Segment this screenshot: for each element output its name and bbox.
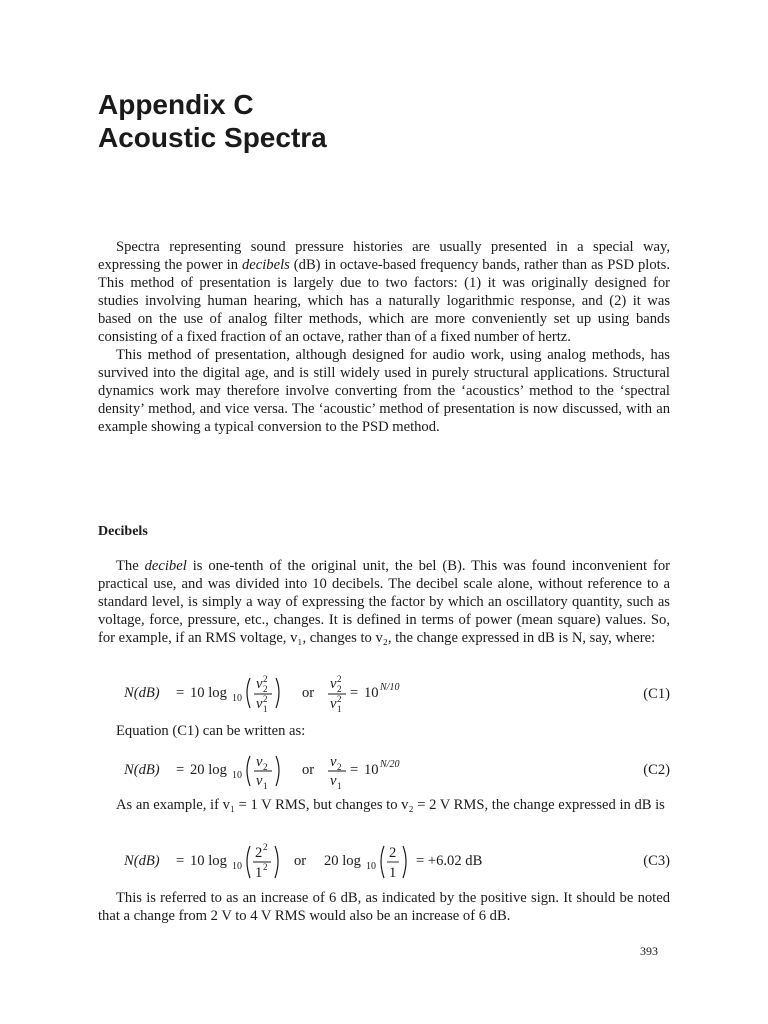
c3-num: 2 <box>255 845 263 861</box>
svg-text:1: 1 <box>263 781 268 791</box>
svg-text:=: = <box>350 762 359 778</box>
chapter-title <box>98 88 327 154</box>
svg-text:10 log: 10 log <box>190 853 227 869</box>
svg-text:2: 2 <box>263 842 268 852</box>
svg-text:v: v <box>330 754 337 770</box>
c1-num-sup: 2 <box>263 674 268 684</box>
title-line-2: Acoustic Spectra <box>98 122 327 153</box>
svg-text:2: 2 <box>337 674 342 684</box>
svg-text:10: 10 <box>366 861 376 872</box>
equation-c3-math <box>124 838 604 884</box>
title-line-1: Appendix C <box>98 89 254 120</box>
c1-equals: = <box>176 685 185 701</box>
c3-result: = +6.02 dB <box>416 853 483 869</box>
page-number: 393 <box>640 944 658 958</box>
equation-c1-math <box>124 670 604 714</box>
c1-num: v <box>256 676 263 692</box>
svg-text:=: = <box>176 762 185 778</box>
c3-coef2: 20 log <box>324 853 361 869</box>
c1-den: v <box>256 696 263 712</box>
c2-lhs: N(dB) <box>124 762 160 778</box>
svg-text:or: or <box>294 853 307 869</box>
svg-text:10: 10 <box>232 770 242 781</box>
c1-coef: 10 log <box>190 685 227 701</box>
c1-den-sup: 2 <box>263 694 268 704</box>
svg-text:=: = <box>350 685 359 701</box>
svg-text:10: 10 <box>232 861 242 872</box>
c2-num: v <box>256 754 263 770</box>
c1-rhs-exp: N/10 <box>380 682 400 693</box>
equation-c3 <box>98 838 670 884</box>
intro-section <box>98 238 670 436</box>
equation-c2 <box>98 748 670 792</box>
c1-base: 10 <box>232 693 242 704</box>
c2-den: v <box>256 773 263 789</box>
c1-rhs-num: v <box>330 676 337 692</box>
c1-or: or <box>302 685 315 701</box>
c1-lhs: N(dB) <box>124 685 160 701</box>
svg-text:2: 2 <box>337 684 342 694</box>
svg-text:v: v <box>330 773 337 789</box>
svg-text:=: = <box>176 853 185 869</box>
c1-num-sub: 2 <box>263 684 268 694</box>
c1-rhs-den: v <box>330 696 337 712</box>
svg-text:1: 1 <box>337 781 342 791</box>
c3-lhs: N(dB) <box>124 853 160 869</box>
intro-paragraph-1: Spectra representing sound pressure histories are usually presented in a special way, expressing the power in decibels (dB) in octave-based frequency bands, rather than as PSD plots. This method of presentation is largely due to two factors: (1) it was originally designed for studies involving human hearing, which has a naturally logarithmic response, and (2) it was based on the use of analog filter methods, which are more conveniently set up using bands consisting of a fixed fraction of an octave, rather than of a fixed number of hertz. <box>98 239 670 345</box>
svg-text:2: 2 <box>337 694 342 704</box>
c1-rhs-base: 10 <box>364 685 379 701</box>
decibels-paragraph-3: As an example, if v₁ = 1 V RMS, but changes to v₂ = 2 V RMS, the change expressed in dB is <box>116 797 665 813</box>
svg-text:2: 2 <box>337 762 342 772</box>
equation-c3-label: (C3) <box>643 853 670 869</box>
svg-text:N/20: N/20 <box>380 759 400 770</box>
decibels-paragraph-1: The decibel is one-tenth of the original unit, the bel (B). This was found inconvenient for practical use, and was divided into 10 decibels. The decibel scale alone, without reference to a standard level, is simply a way of expressing the factor by which an oscillatory quantity, such as voltage, force, pressure, etc., changes. It is defined in terms of power (mean square) values. So, for example, if an RMS voltage, v₁, changes to v₂, the change expressed in dB is N, say, where: <box>98 558 670 646</box>
equation-c1 <box>98 670 670 714</box>
c2-coef: 20 log <box>190 762 227 778</box>
decibels-paragraph-2: Equation (C1) can be written as: <box>116 723 306 739</box>
svg-text:2: 2 <box>389 845 397 861</box>
section-heading-decibels: Decibels <box>98 524 148 539</box>
c3-den: 1 <box>255 865 263 881</box>
equation-c1-label: (C1) <box>643 686 670 702</box>
intro-paragraph-2: This method of presentation, although designed for audio work, using analog methods, has survived into the digital age, and is still widely used in purely structural applications. Structural dynamics work may therefore involve converting from the ‘acoustics’ method to the ‘spectral density’ method, and vice versa. The ‘acoustic’ method of presentation is now discussed, with an example showing a typical conversion to the PSD method. <box>98 347 670 435</box>
equation-c2-math <box>124 748 604 792</box>
svg-text:or: or <box>302 762 315 778</box>
svg-text:2: 2 <box>263 862 268 872</box>
decibels-paragraph-4: This is referred to as an increase of 6 dB, as indicated by the positive sign. It should be noted that a change from 2 V to 4 V RMS would also be an increase of 6 dB. <box>98 890 670 924</box>
svg-text:1: 1 <box>389 865 397 881</box>
c1-den-sub: 1 <box>263 704 268 714</box>
svg-text:10: 10 <box>364 762 379 778</box>
svg-text:2: 2 <box>263 762 268 772</box>
svg-text:1: 1 <box>337 704 342 714</box>
equation-c2-label: (C2) <box>643 762 670 778</box>
